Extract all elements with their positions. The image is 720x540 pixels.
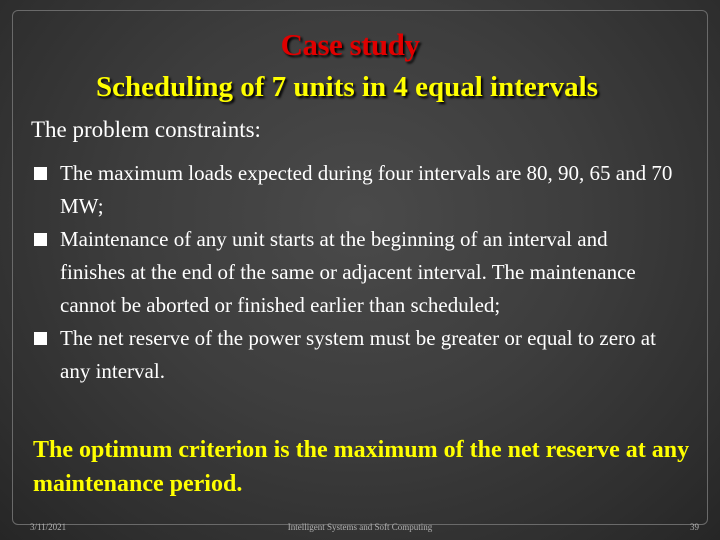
- constraint-text: The net reserve of the power system must be greater or equal to zero at any interval.: [60, 326, 656, 383]
- square-bullet-icon: [34, 332, 47, 345]
- constraint-item: [34, 322, 674, 388]
- constraint-text: The maximum loads expected during four intervals are 80, 90, 65 and 70 MW;: [60, 161, 673, 218]
- square-bullet-icon: [34, 233, 47, 246]
- page-number: 39: [690, 522, 699, 532]
- constraint-text: Maintenance of any unit starts at the beginning of an interval and finishes at the end of the same or adjacent interval. The maintenance cannot be aborted or finished earlier than scheduled;: [60, 227, 636, 317]
- footer-date: 3/11/2021: [30, 522, 67, 532]
- constraint-item: [34, 223, 674, 322]
- optimum-criterion: The optimum criterion is the maximum of the net reserve at any maintenance period.: [33, 437, 690, 497]
- square-bullet-icon: [34, 167, 47, 180]
- slide-subtitle: Scheduling of 7 units in 4 equal intervals: [96, 71, 598, 103]
- slide-title: Case study: [280, 27, 420, 62]
- constraints-heading: The problem constraints:: [31, 117, 261, 142]
- constraint-item: [34, 157, 674, 223]
- constraint-list: [34, 157, 674, 388]
- footer-title: Intelligent Systems and Soft Computing: [287, 522, 433, 532]
